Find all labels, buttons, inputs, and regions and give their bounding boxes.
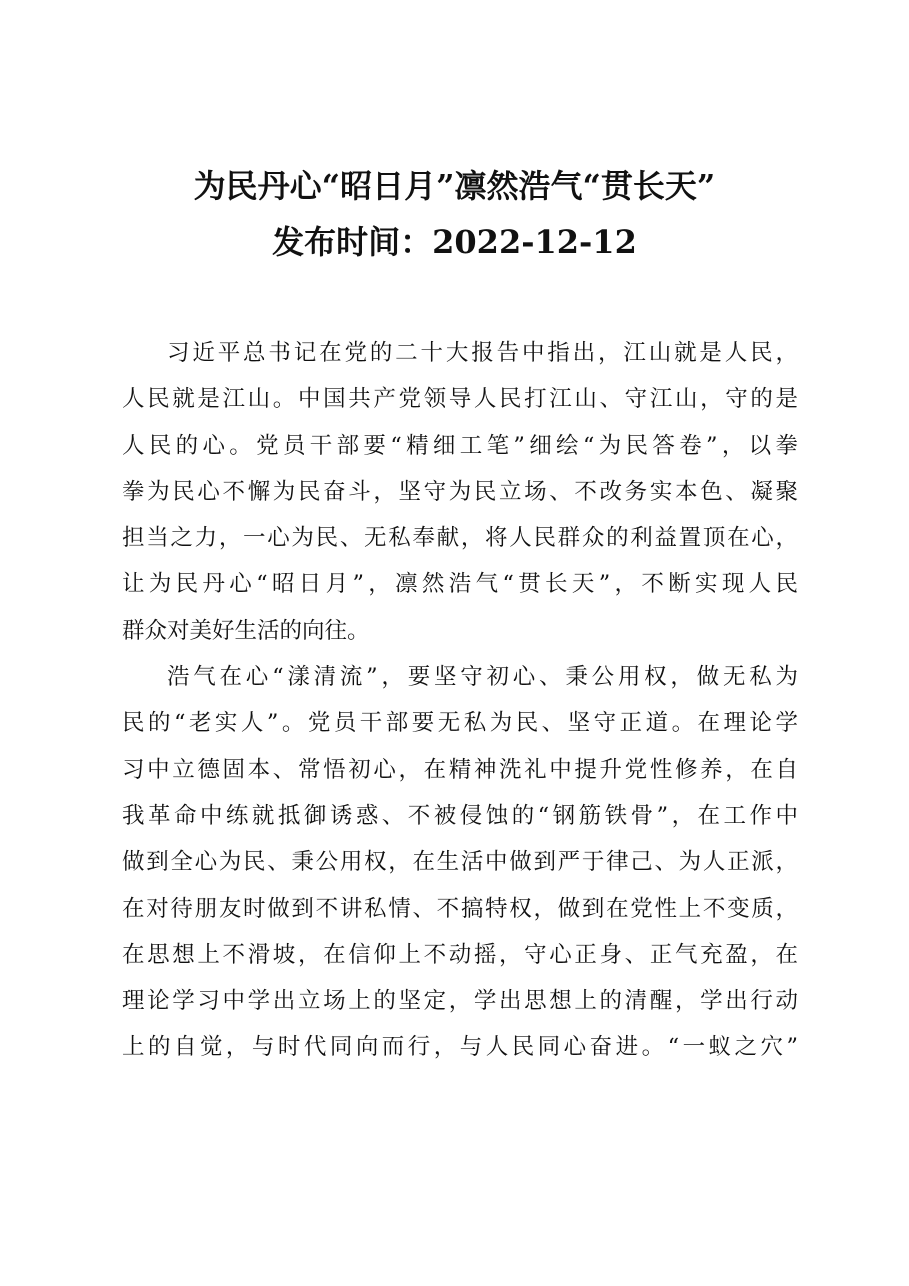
text-line: 我革命中练就抵御诱惑、不被侵蚀的“钢筋铁骨”，在工作中 xyxy=(122,802,798,829)
document-body xyxy=(122,330,798,1071)
text-line: 浩气在心“漾清流”，要坚守初心、秉公用权，做无私为 xyxy=(167,664,798,691)
text-line: 理论学习中学出立场上的坚定，学出思想上的清醒，学出行动 xyxy=(122,988,798,1015)
text-line: 做到全心为民、秉公用权，在生活中做到严于律己、为人正派， xyxy=(122,849,798,876)
text-line: 群众对美好生活的向往。 xyxy=(122,617,370,644)
text-line: 担当之力，一心为民、无私奉献，将人民群众的利益置顶在心， xyxy=(122,525,798,552)
paragraph-2 xyxy=(122,654,798,1071)
text-line: 拳为民心不懈为民奋斗，坚守为民立场、不改务实本色、凝聚 xyxy=(122,478,798,505)
text-line: 人民就是江山。中国共产党领导人民打江山、守江山，守的是 xyxy=(122,386,798,413)
text-line: 在对待朋友时做到不讲私情、不搞特权，做到在党性上不变质， xyxy=(122,895,798,922)
publish-date: 发布时间：2022-12-12 xyxy=(272,223,637,261)
text-line: 人民的心。党员干部要“精细工笔”细绘“为民答卷”，以拳 xyxy=(122,432,798,459)
document-title: 为民丹心“昭日月”凛然浩气“贯长天” xyxy=(193,167,716,205)
text-line: 在思想上不滑坡，在信仰上不动摇，守心正身、正气充盈，在 xyxy=(122,941,798,968)
text-line: 上的自觉，与时代同向而行，与人民同心奋进。“一蚁之穴” xyxy=(122,1034,798,1061)
paragraph-1 xyxy=(122,330,798,654)
text-line: 习中立德固本、常悟初心，在精神洗礼中提升党性修养，在自 xyxy=(122,756,798,783)
text-line: 习近平总书记在党的二十大报告中指出，江山就是人民， xyxy=(167,340,798,366)
text-line: 让为民丹心“昭日月”，凛然浩气“贯长天”，不断实现人民 xyxy=(122,571,798,598)
text-line: 民的“老实人”。党员干部要无私为民、坚守正道。在理论学 xyxy=(122,710,798,737)
